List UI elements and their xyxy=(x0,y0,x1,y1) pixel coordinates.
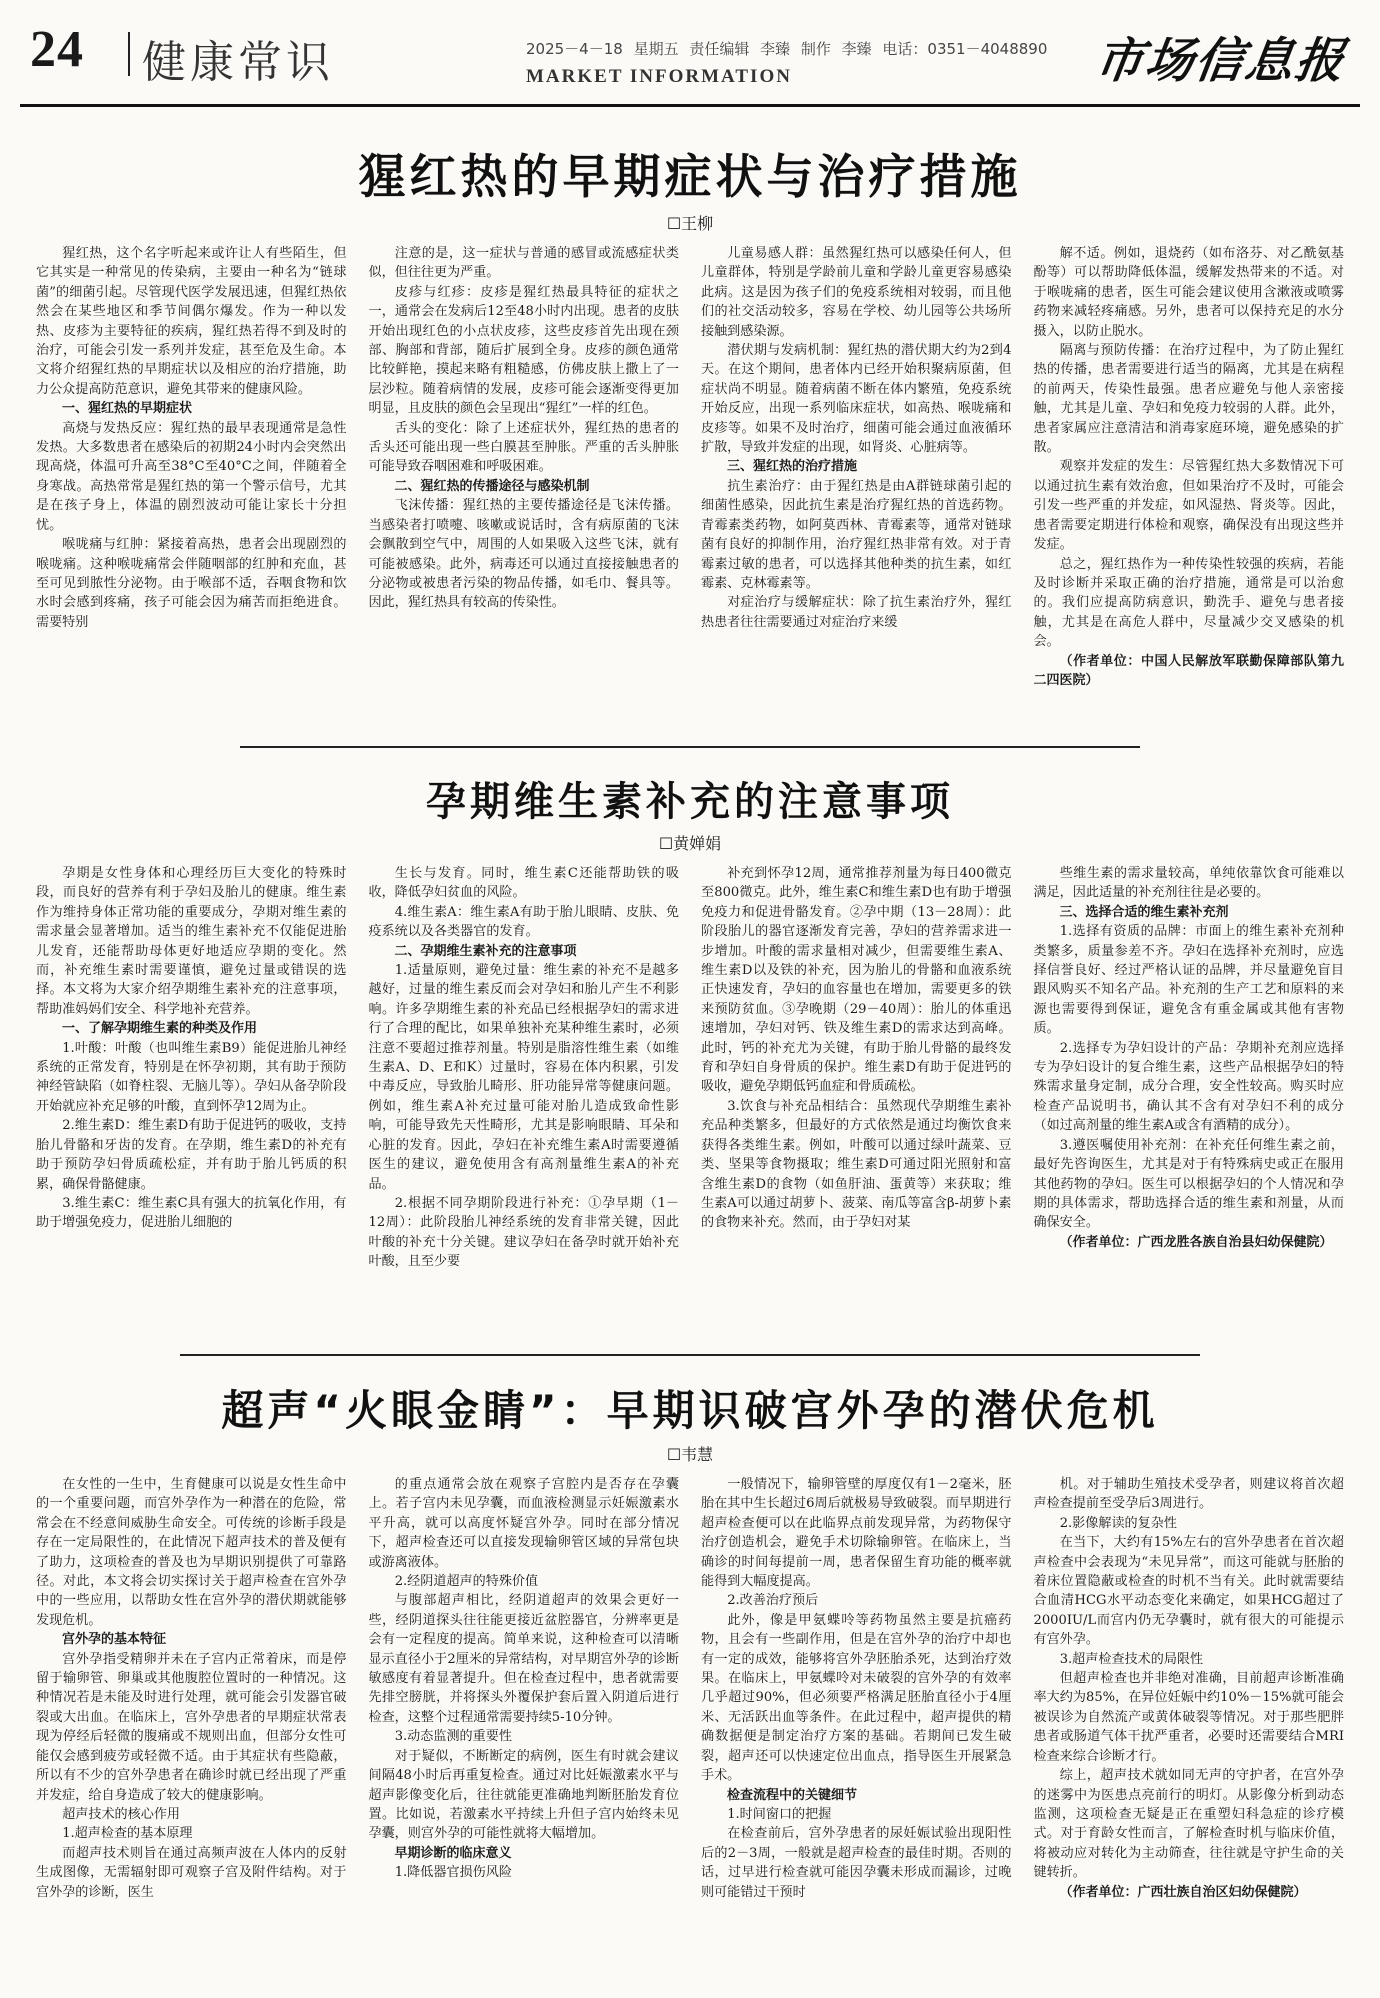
page-number: 24 xyxy=(30,21,84,78)
paragraph: 总之，猩红热作为一种传染性较强的疾病，若能及时诊断并采取正确的治疗措施，通常是可以治愈的。我们应提高防病意识，勤洗手、避免与患者接触，尤其是在高危人群中，尽量减少交叉感染的机会。 xyxy=(1033,556,1344,650)
paragraph: 高烧与发热反应：猩红热的最早表现通常是急性发热。大多数患者在感染后的初期24小时内会突然出现高烧，体温可升高至38°C至40°C之间，伴随着全身寒战。高热常常是猩红热的第一个警示信号，尤其是在孩子身上，体温的剧烈波动可能让家长十分担忧。 xyxy=(36,420,347,533)
paragraph: 补充到怀孕12周，通常推荐剂量为每日400微克至800微克。此外，维生素C和维生素D也有助于增强免疫力和促进骨骼发育。②孕中期（13－28周）：此阶段胎儿的器官逐渐发育完善，孕妇的营养需求进一步增加。叶酸的需求量相对减少，但需要维生素A、维生素D以及铁的补充，因为胎儿的骨骼和血液系统正快速发育，孕妇的血容量也在增加，需要更多的铁来预防贫血。③孕晚期（29－40周）：胎儿的体重迅速增加，孕妇对钙、铁及维生素D的需求达到高峰。此时，钙的补充尤为关键，有助于胎儿骨骼的最终发育和孕妇自身骨质的保护。维生素D有助于促进钙的吸收，避免孕期低钙血症和骨质疏松。 xyxy=(701,866,1012,1095)
paragraph: 生长与发育。同时，维生素C还能帮助铁的吸收，降低孕妇贫血的风险。 xyxy=(368,866,679,901)
article-byline: ☐王柳 xyxy=(666,214,714,233)
article-column xyxy=(369,1475,680,1998)
paragraph: 综上，超声技术就如同无声的守护者，在宫外孕的迷雾中为医患点亮前行的明灯。从影像分析到动态监测，这项检查无疑是正在重塑妇科急症的诊疗模式。对于育龄女性而言，了解检查时机与临床价值，将被动应对转化为主动筛查，往往就是守护生命的关键转折。 xyxy=(1033,1768,1344,1881)
paragraph: 喉咙痛与红肿：紧接着高热，患者会出现剧烈的喉咙痛。这种喉咙痛常会伴随咽部的红肿和充血，甚至可见到脓性分泌物。由于喉部不适，吞咽食物和饮水时会感到疼痛，孩子可能会因为痛苦而拒绝进食。需要特别 xyxy=(36,537,347,630)
paragraph: 1.适量原则，避免过量：维生素的补充不是越多越好，过量的维生素反而会对孕妇和胎儿产生不利影响。许多孕期维生素的补充品已经根据孕妇的需求进行了合理的配比，如果单独补充某种维生素时，必须注意不要超过推荐剂量。特别是脂溶性维生素（如维生素A、D、E和K）过量时，容易在体内积累，引发中毒反应，导致胎儿畸形、肝功能异常等健康问题。例如，维生素A补充过量可能对胎儿造成致命性影响，可能导致先天性畸形，尤其是影响眼睛、耳朵和心脏的发育。因此，孕妇在补充维生素A时需要遵循医生的建议，避免使用含有高剂量维生素A的补充品。 xyxy=(368,963,679,1192)
paragraph: 2.经阴道超声的特殊价值 xyxy=(394,1574,539,1590)
paragraph: 观察并发症的发生：尽管猩红热大多数情况下可以通过抗生素有效治愈，但如果治疗不及时，可能会引发一些严重的并发症，如风湿热、肾炎等。因此，患者需要定期进行体检和观察，确保没有出现这些并发症。 xyxy=(1033,459,1344,553)
paragraph: 皮疹与红疹：皮疹是猩红热最具特征的症状之一，通常会在发病后12至48小时内出现。患者的皮肤开始出现红色的小点状皮疹，这些皮疹首先出现在颈部、胸部和背部，随后扩展到全身。皮疹的颜色通常比较鲜艳，摸起来略有粗糙感，仿佛皮肤上撒上了一层沙粒。随着病情的发展，皮疹可能会逐渐变得更加明显，且皮肤的颜色会呈现出“猩红”一样的红色。 xyxy=(368,284,679,417)
paragraph: 3.动态监测的重要性 xyxy=(394,1729,512,1745)
paragraph: 3.维生素C：维生素C具有强大的抗氧化作用，有助于增强免疫力，促进胎儿细胞的 xyxy=(36,1195,347,1231)
paragraph: 对症治疗与缓解症状：除了抗生素治疗外，猩红热患者往往需要通过对症治疗来缓 xyxy=(701,595,1012,630)
article-body xyxy=(36,1475,1344,1998)
section-subheading: 三、选择合适的维生素补充剂 xyxy=(1059,904,1229,920)
paragraph: 在当下，大约有15%左右的宫外孕患者在首次超声检查中会表现为“未见异常”，而这可能就与胚胎的着床位置隐蔽或检查的时机不当有关。此时就需要结合血清HCG水平动态变化来确定，如果HCG超过了2000IU/L而宫内仍无孕囊时，就有很大的可能提示有宫外孕。 xyxy=(1033,1535,1344,1648)
paragraph: 的重点通常会放在观察子宫腔内是否存在孕囊上。若子宫内未见孕囊，而血液检测显示妊娠激素水平升高，就可以高度怀疑宫外孕。同时在部分情况下，超声检查还可以直接发现输卵管区域的异常包块或游离液体。 xyxy=(368,1477,679,1570)
article-body xyxy=(36,864,1344,1309)
paragraph: 4.维生素A：维生素A有助于胎儿眼睛、皮肤、免疫系统以及各类器官的发育。 xyxy=(368,904,679,940)
section-subheading: 检查流程中的关键细节 xyxy=(727,1787,858,1803)
article-column xyxy=(701,864,1012,1309)
masthead-divider xyxy=(128,32,130,76)
paragraph: 宫外孕指受精卵并未在子宫内正常着床，而是停留于输卵管、卵巢或其他腹腔位置时的一种情况。这种情况若是未能及时进行处理，就可能会引发器官破裂或大出血。在临床上，宫外孕患者的早期症状常表现为停经后轻微的腹痛或不规则出血，但部分女性可能仅会感到疲劳或轻微不适。由于其症状有些隐蔽，所以有不少的宫外孕患者在确诊时就已经出现了严重并发症，给自身造成了较大的健康影响。 xyxy=(36,1651,347,1803)
section-subheading: 二、孕期维生素补充的注意事项 xyxy=(394,943,577,959)
date-editor-line: 2025－4－18 星期五 责任编辑 李臻 制作 李臻 电话：0351－4048890 xyxy=(526,40,1048,58)
article-column xyxy=(369,244,680,744)
paragraph: 但超声检查也并非绝对准确，目前超声诊断准确率大约为85%，在异位妊娠中约10%－15%就可能会被误诊为自然流产或黄体破裂等情况。对于那些肥胖患者或肠道气体干扰严重者，必要时还需要结合MRI检查来综合诊断才行。 xyxy=(1033,1671,1344,1764)
article-byline: ☐韦慧 xyxy=(666,1445,714,1464)
paragraph: 1.超声检查的基本原理 xyxy=(62,1826,193,1842)
paragraph: 解不适。例如，退烧药（如布洛芬、对乙酰氨基酚等）可以帮助降低体温，缓解发热带来的不适。对于喉咙痛的患者，医生可能会建议使用含漱液或喷雾药物来减轻疼痛感。另外，患者可以保持充足的水分摄入，以防止脱水。 xyxy=(1033,246,1344,339)
masthead-rule xyxy=(20,104,1360,107)
paragraph: 儿童易感人群：虽然猩红热可以感染任何人，但儿童群体，特别是学龄前儿童和学龄儿童更容易感染此病。这是因为孩子们的免疫系统相对较弱，而且他们的社交活动较多，容易在学校、幼儿园等公共场所接触到感染源。 xyxy=(701,246,1012,339)
paragraph: 在女性的一生中，生育健康可以说是女性生命中的一个重要问题，而宫外孕作为一种潜在的危险，常常会在不经意间威胁生命安全。可传统的诊断手段是存在一定局限性的，在此情况下超声技术的普及便有了助力，这项检查的普及也为早期识别提供了可靠路径。对此，本文将会切实探讨关于超声检查在宫外孕中的一些应用，以帮助女性在宫外孕的潜伏期就能够发现危机。 xyxy=(36,1477,347,1628)
paragraph: 抗生素治疗：由于猩红热是由A群链球菌引起的细菌性感染，因此抗生素是治疗猩红热的首选药物。青霉素类药物，如阿莫西林、青霉素等，通常对链球菌有良好的抑制作用，治疗猩红热非常有效。对于青霉素过敏的患者，可以选择其他种类的抗生素，如红霉素、克林霉素等。 xyxy=(701,478,1012,591)
paragraph: 此外，像是甲氨蝶呤等药物虽然主要是抗癌药物，且会有一些副作用，但是在宫外孕的治疗中却也有一定的成效，能够将宫外孕胚胎杀死，达到治疗效果。在临床上，甲氨蝶呤对未破裂的宫外孕的有效率几乎超过90%，但必须要严格满足胚胎直径小于4厘米、无活跃出血等条件。在此过程中，超声提供的精确数据便是制定治疗方案的基础。若期间已发生破裂，超声还可以快速定位出血点，指导医生开展紧急手术。 xyxy=(701,1612,1012,1784)
paragraph: 孕期是女性身体和心理经历巨大变化的特殊时段，而良好的营养有利于孕妇及胎儿的健康。维生素作为维持身体正常功能的重要成分，孕期对维生素的需求量会显著增加。适当的维生素补充不仅能促进胎儿发育，还能帮助母体更好地适应孕期的变化。然而，补充维生素时需要谨慎，避免过量或错误的选择。本文将为大家介绍孕期维生素补充的注意事项，帮助准妈妈们安全、科学地补充营养。 xyxy=(36,866,347,1017)
paragraph: 1.选择有资质的品牌：市面上的维生素补充剂种类繁多，质量参差不齐。孕妇在选择补充剂时，应选择信誉良好、经过严格认证的品牌，并尽量避免盲目跟风购买不知名产品。补充剂的生产工艺和原料的来源也需要得到保证，避免含有重金属或其他有害物质。 xyxy=(1033,924,1344,1037)
article-column xyxy=(1034,864,1345,1309)
paragraph: 2.维生素D：维生素D有助于促进钙的吸收，支持胎儿骨骼和牙齿的发育。在孕期，维生素D的补充有助于预防孕妇骨质疏松症，并有助于胎儿钙质的积累，确保骨骼健康。 xyxy=(36,1118,347,1192)
paragraph: 超声技术的核心作用 xyxy=(62,1806,181,1822)
article-ectopic-pregnancy-ultrasound xyxy=(36,1378,1344,1998)
paragraph: 3.遵医嘱使用补充剂：在补充任何维生素之前，最好先咨询医生，尤其是对于有特殊病史或正在服用其他药物的孕妇。医生可以根据孕妇的个人情况和孕期的具体需求，帮助选择合适的维生素和剂量，从而确保安全。 xyxy=(1033,1137,1344,1231)
paragraph: 猩红热，这个名字听起来或许让人有些陌生，但它其实是一种常见的传染病，主要由一种名为“链球菌”的细菌引起。尽管现代医学发展迅速，但猩红热依然会在某些地区和季节间偶尔爆发。作为一种以发热、皮疹为主要特征的疾病，猩红热若得不到及时的治疗，可能会引发一系列并发症，甚至危及生命。本文将介绍猩红热的早期症状以及相应的治疗措施，助力公众提高防范意识，避免其带来的健康风险。 xyxy=(36,246,347,397)
article-column xyxy=(1034,244,1345,744)
market-information-label: MARKET INFORMATION xyxy=(526,66,792,87)
masthead xyxy=(20,14,1360,106)
article-column xyxy=(36,244,347,744)
article-headline: 孕期维生素补充的注意事项 xyxy=(426,779,954,825)
paragraph: 飞沫传播：猩红热的主要传播途径是飞沫传播。当感染者打喷嚏、咳嗽或说话时，含有病原菌的飞沫会飘散到空气中，周围的人如果吸入这些飞沫，就有可能被感染。此外，病毒还可以通过直接接触患者的分泌物或被患者污染的物品传播，如毛巾、餐具等。因此，猩红热具有较高的传染性。 xyxy=(368,498,679,611)
author-affiliation: （作者单位：中国人民解放军联勤保障部队第九二四医院） xyxy=(1033,653,1344,688)
article-column xyxy=(36,864,347,1309)
paragraph: 1.时间窗口的把握 xyxy=(727,1806,832,1822)
paragraph: 对于疑似，不断断定的病例，医生有时就会建议间隔48小时后再重复检查。通过对比妊娠激素水平与超声影像变化后，往往就能更准确地判断胚胎发育位置。比如说，若激素水平持续上升但子宫内始终未见孕囊，则宫外孕的可能性就将大幅增加。 xyxy=(368,1748,679,1842)
article-column xyxy=(701,1475,1012,1998)
paragraph: 1.降低器官损伤风险 xyxy=(394,1865,512,1881)
paragraph: 2.改善治疗预后 xyxy=(727,1593,819,1609)
section-subheading: 三、猩红热的治疗措施 xyxy=(727,459,858,475)
paragraph: 2.选择专为孕妇设计的产品：孕期补充剂应选择专为孕妇设计的复合维生素，这些产品根据孕妇的特殊需求量身定制，成分合理，安全性较高。购买时应检查产品说明书，确认其不含有对孕妇不利的成分（如过高剂量的维生素A或含有酒精的成分）。 xyxy=(1033,1040,1344,1134)
section-subheading: 一、了解孕期维生素的种类及作用 xyxy=(62,1021,258,1037)
section-subheading: 早期诊断的临床意义 xyxy=(394,1845,512,1861)
paragraph: 2.根据不同孕期阶段进行补充：①孕早期（1－12周）：此阶段胎儿神经系统的发育非常关键，因此叶酸的补充十分关键。建议孕妇在备孕时就开始补充叶酸，且至少要 xyxy=(368,1195,679,1270)
newspaper-logo: 市场信息报 xyxy=(1091,33,1350,89)
paragraph: 1.叶酸：叶酸（也叫维生素B9）能促进胎儿神经系统的正常发育，特别是在怀孕初期，其有助于预防神经管缺陷（如脊柱裂、无脑儿等）。孕妇从备孕阶段开始就应补充足够的叶酸，直到怀孕12周为止。 xyxy=(36,1040,347,1114)
section-subheading: 宫外孕的基本特征 xyxy=(62,1632,167,1648)
article-divider xyxy=(180,1354,1200,1356)
article-body xyxy=(36,244,1344,744)
author-affiliation: （作者单位：广西龙胜各族自治县妇幼保健院） xyxy=(1059,1234,1333,1250)
article-pregnancy-vitamins xyxy=(36,770,1344,1309)
paragraph: 机。对于辅助生殖技术受孕者，则建议将首次超声检查提前至受孕后3周进行。 xyxy=(1033,1477,1344,1512)
paragraph: 潜伏期与发病机制：猩红热的潜伏期大约为2到4天。在这个期间，患者体内已经开始积聚病原菌，但症状尚不明显。随着病菌不断在体内繁殖，免疫系统开始反应，出现一系列临床症状，如高热、喉咙痛和皮疹等。如果不及时治疗，细菌可能会通过血液循环扩散，导致并发症的出现，如肾炎、心脏病等。 xyxy=(701,343,1012,456)
paragraph: 与腹部超声相比，经阴道超声的效果会更好一些，经阴道探头往往能更接近盆腔器官，分辨率更是会有一定程度的提高。简单来说，这种检查可以清晰显示直径小于2厘米的异常结构，对早期宫外孕的诊断敏感度有着显著提升。但在检查过程中，患者就需要先排空膀胱，并将探头外覆保护套后置入阴道后进行检查，这整个过程通常需要持续5-10分钟。 xyxy=(368,1593,679,1725)
article-column xyxy=(36,1475,347,1998)
paragraph: 2.影像解读的复杂性 xyxy=(1059,1515,1177,1531)
article-byline: ☐黄婵娟 xyxy=(658,834,722,853)
section-title: 健康常识 xyxy=(142,37,334,88)
article-headline: 猩红热的早期症状与治疗措施 xyxy=(358,150,1022,205)
section-subheading: 二、猩红热的传播途径与感染机制 xyxy=(394,478,590,494)
paragraph: 3.超声检查技术的局限性 xyxy=(1059,1651,1204,1667)
paragraph: 一般情况下，输卵管壁的厚度仅有1－2毫米，胚胎在其中生长超过6周后就极易导致破裂。而早期进行超声检查便可以在此临界点前发现异常，为药物保守治疗创造机会，避免手术切除输卵管。在临床上，当确诊的时间每提前一周，患者保留生育功能的概率就能得到大幅度提高。 xyxy=(701,1477,1012,1590)
paragraph: 些维生素的需求量较高，单纯依靠饮食可能难以满足，因此适量的补充剂往往是必要的。 xyxy=(1033,866,1344,901)
article-column xyxy=(1034,1475,1345,1998)
paragraph: 在检查前后，宫外孕患者的尿妊娠试验出现阳性后的2－3周，一般就是超声检查的最佳时期。否则的话，过早进行检查就可能因孕囊未形成而漏诊，过晚则可能错过干预时 xyxy=(701,1826,1012,1900)
paragraph: 舌头的变化：除了上述症状外，猩红热的患者的舌头还可能出现一些白膜甚至肿胀。严重的舌头肿胀可能导致吞咽困难和呼吸困难。 xyxy=(368,420,679,475)
paragraph: 3.饮食与补充品相结合：虽然现代孕期维生素补充品种类繁多，但最好的方式依然是通过均衡饮食来获得各类维生素。例如，叶酸可以通过绿叶蔬菜、豆类、坚果等食物摄取；维生素D可通过阳光照射和富含维生素D的食物（如鱼肝油、蛋黄等）来获取；维生素A可以通过胡萝卜、菠菜、南瓜等富含β-胡萝卜素的食物来补充。然而，由于孕妇对某 xyxy=(701,1098,1012,1231)
paragraph: 注意的是，这一症状与普通的感冒或流感症状类似，但往往更为严重。 xyxy=(368,246,679,281)
author-affiliation: （作者单位：广西壮族自治区妇幼保健院） xyxy=(1059,1884,1307,1900)
article-column xyxy=(701,244,1012,744)
article-divider xyxy=(240,746,1140,748)
paragraph: 而超声技术则旨在通过高频声波在人体内的反射生成图像，无需辐射即可观察子宫及附件结构。对于宫外孕的诊断，医生 xyxy=(36,1845,347,1900)
article-scarlet-fever xyxy=(36,140,1344,744)
article-column xyxy=(369,864,680,1309)
article-headline: 超声“火眼金睛”：早期识破宫外孕的潜伏危机 xyxy=(221,1386,1159,1435)
paragraph: 隔离与预防传播：在治疗过程中，为了防止猩红热的传播，患者需要进行适当的隔离，尤其是在病程的前两天，传染性最强。患者应避免与他人亲密接触，尤其是儿童、孕妇和免疫力较弱的人群。此外，患者家属应注意清洁和消毒家庭环境，避免感染的扩散。 xyxy=(1033,343,1344,456)
section-subheading: 一、猩红热的早期症状 xyxy=(62,401,193,417)
